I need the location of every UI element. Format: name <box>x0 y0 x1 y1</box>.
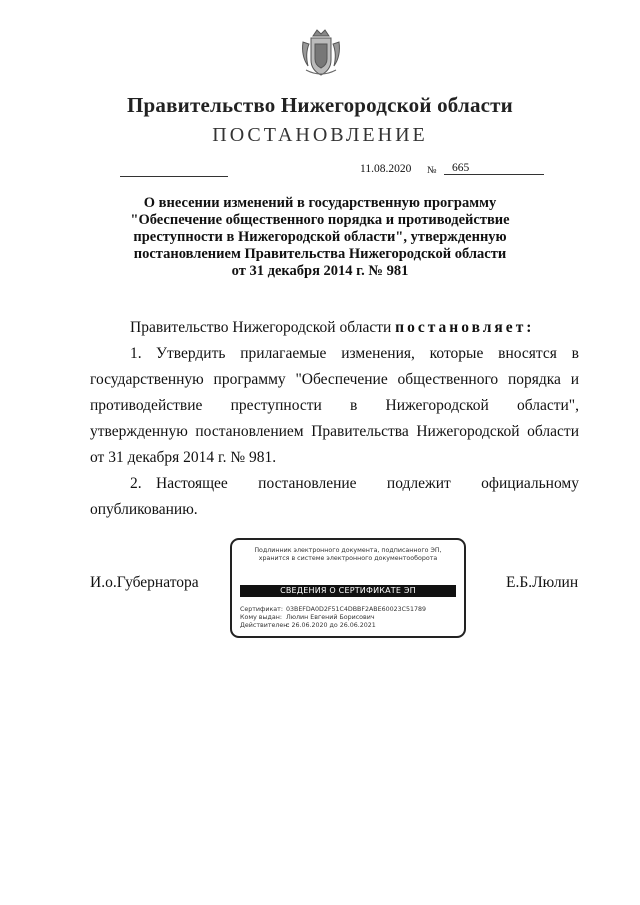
subject-line: преступности в Нижегородской области", утвержденную <box>133 229 507 245</box>
signer-name: Е.Б.Люлин <box>506 574 579 591</box>
stamp-row <box>240 606 426 614</box>
stamp-row-value: Люлин Евгений Борисович <box>286 614 375 621</box>
item-paragraph <box>90 471 579 523</box>
item-text: Настоящее постановление подлежит официальному опубликованию. <box>90 475 579 518</box>
electronic-signature-stamp <box>230 538 466 638</box>
stamp-row-label: Кому выдан: <box>240 614 282 621</box>
stamp-header-line: Подлинник электронного документа, подписанного ЭП, <box>254 547 442 554</box>
number-sign: № <box>427 165 437 176</box>
government-title: Правительство Нижегородской области <box>127 93 513 117</box>
stamp-row-value: 03BEFDA0D2F51C4DBBF2ABE60023C51789 <box>286 606 427 613</box>
stamp-row-label: Действителен: <box>240 622 290 629</box>
document-type: ПОСТАНОВЛЕНИЕ <box>212 124 428 146</box>
signer-position: И.о.Губернатора <box>90 574 199 591</box>
registration-blank-line <box>120 176 228 177</box>
stamp-row <box>240 614 426 622</box>
stamp-details <box>240 606 426 630</box>
stamp-certificate-title: СВЕДЕНИЯ О СЕРТИФИКАТЕ ЭП <box>240 585 456 597</box>
stamp-row-label: Сертификат: <box>240 606 283 613</box>
stamp-row-value: с 26.06.2020 до 26.06.2021 <box>286 622 376 629</box>
intro-paragraph <box>90 315 579 341</box>
stamp-header-line: хранится в системе электронного документооборота <box>258 555 438 562</box>
stamp-row <box>240 622 426 630</box>
stamp-header <box>232 547 464 563</box>
item-paragraph <box>90 341 579 471</box>
item-number: 2. <box>130 475 142 492</box>
item-text: Утвердить прилагаемые изменения, которые вносятся в государственную программу "Обеспечение общественного порядка и противодействие преступности в Нижегородской области", утвержденную постановлением Правительства Нижегородской области от 31 декабря 2014 г. № 981. <box>90 345 579 466</box>
intro-prefix: Правительство Нижегородской области <box>130 319 396 336</box>
registration-number: 665 <box>444 162 544 175</box>
coat-of-arms-icon <box>300 26 342 78</box>
subject-line: "Обеспечение общественного порядка и противодействие <box>130 212 510 228</box>
subject-line: от 31 декабря 2014 г. № 981 <box>231 263 409 279</box>
item-number: 1. <box>130 345 142 362</box>
resolve-keyword: постановляет: <box>395 319 535 336</box>
document-body <box>90 315 579 523</box>
subject-line: О внесении изменений в государственную программу <box>143 195 497 211</box>
registration-date: 11.08.2020 <box>360 163 412 175</box>
document-subject <box>100 195 540 280</box>
subject-line: постановлением Правительства Нижегородской области <box>133 246 507 262</box>
